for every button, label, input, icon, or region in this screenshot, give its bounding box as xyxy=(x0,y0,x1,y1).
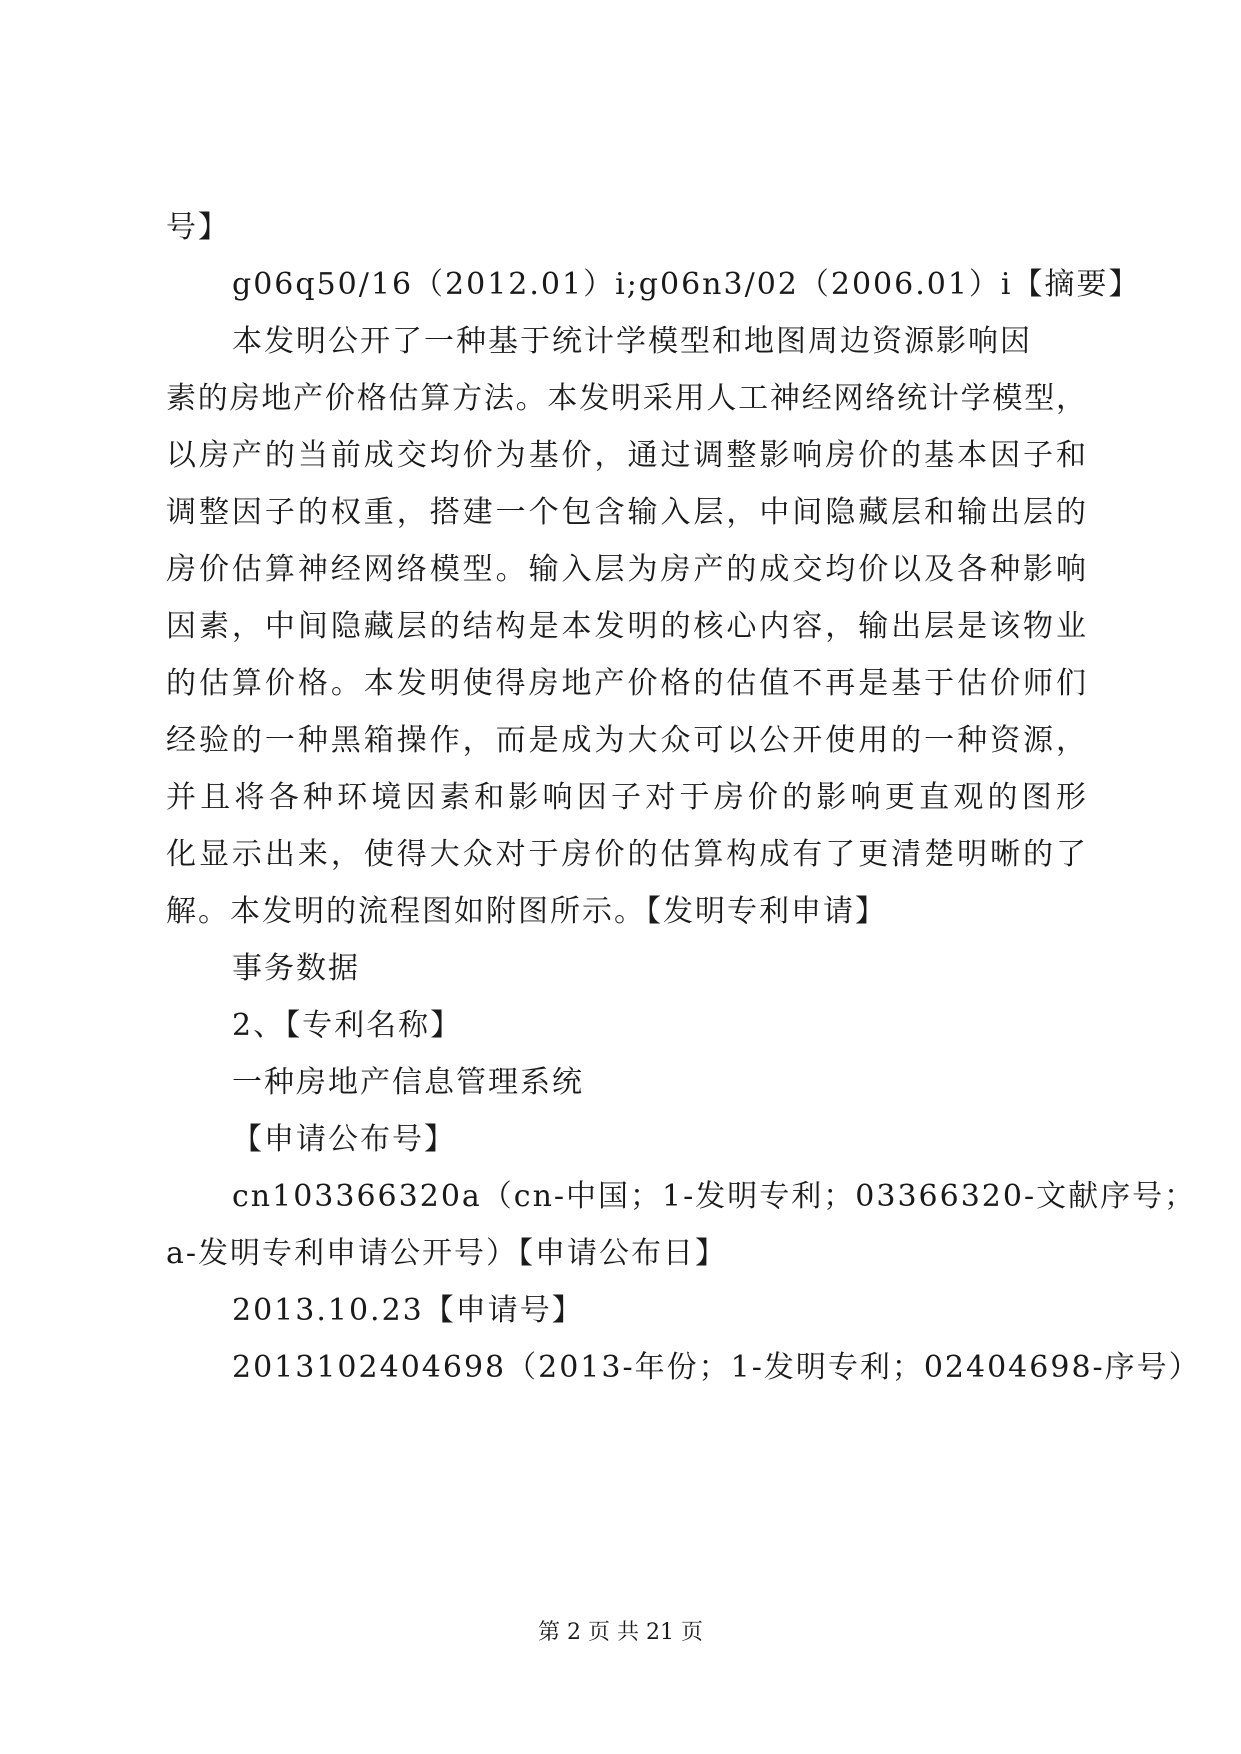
text-line: a-发明专利申请公开号）【申请公布日】 xyxy=(166,1236,728,1271)
text-line: 一种房地产信息管理系统 xyxy=(232,1065,584,1100)
text-line: cn103366320a（cn-中国；1-发明专利；03366320-文献序号； xyxy=(232,1179,1197,1214)
text-line: 2013102404698（2013-年份；1-发明专利；02404698-序号） xyxy=(232,1350,1201,1385)
text-line: 经验的一种黑箱操作，而是成为大众可以公开使用的一种资源， xyxy=(166,723,1086,758)
text-line: 【申请公布号】 xyxy=(232,1122,456,1157)
text-line: 房价估算神经网络模型。输入层为房产的成交均价以及各种影响 xyxy=(166,552,1086,587)
text-line: 调整因子的权重，搭建一个包含输入层，中间隐藏层和输出层的 xyxy=(166,495,1086,530)
text-line: 事务数据 xyxy=(232,951,360,986)
page-number-footer: 第 2 页 共 21 页 xyxy=(538,1620,703,1645)
text-line: 素的房地产价格估算方法。本发明采用人工神经网络统计学模型， xyxy=(166,381,1086,416)
text-line: 的估算价格。本发明使得房地产价格的估值不再是基于估价师们 xyxy=(166,666,1086,701)
text-line: 化显示出来，使得大众对于房价的估算构成有了更清楚明晰的了 xyxy=(166,837,1086,872)
text-line: 2013.10.23【申请号】 xyxy=(232,1293,584,1328)
text-line: 并且将各种环境因素和影响因子对于房价的影响更直观的图形 xyxy=(166,780,1086,815)
text-line: g06q50/16（2012.01）i;g06n3/02（2006.01）i【摘要】 xyxy=(232,267,1141,302)
text-line: 因素，中间隐藏层的结构是本发明的核心内容，输出层是该物业 xyxy=(166,609,1086,644)
text-line: 2、【专利名称】 xyxy=(232,1008,463,1043)
text-line: 本发明公开了一种基于统计学模型和地图周边资源影响因 xyxy=(232,324,1032,359)
text-line: 号】 xyxy=(166,210,230,245)
text-line: 解。本发明的流程图如附图所示。【发明专利申请】 xyxy=(166,894,887,929)
text-line: 以房产的当前成交均价为基价，通过调整影响房价的基本因子和 xyxy=(166,438,1086,473)
